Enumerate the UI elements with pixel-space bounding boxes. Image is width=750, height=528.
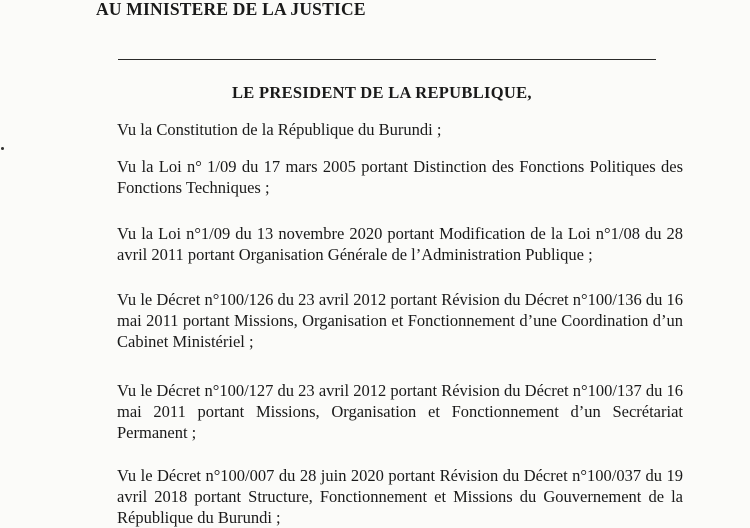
visa-decret-126: Vu le Décret n°100/126 du 23 avril 2012 portant Révision du Décret n°100/136 du 16 mai 2011 portant Missions, Organisation et Fonctionnement d’une Coordination d’un Cabinet Ministériel ; xyxy=(117,290,683,351)
visa-loi-2020: Vu la Loi n°1/09 du 13 novembre 2020 portant Modification de la Loi n°1/08 du 28 avril 2011 portant Organisation Générale de l’Administration Publique ; xyxy=(117,224,683,264)
visa-loi-2005: Vu la Loi n° 1/09 du 17 mars 2005 portant Distinction des Fonctions Politiques des Fonctions Techniques ; xyxy=(117,157,683,197)
visa-decret-127: Vu le Décret n°100/127 du 23 avril 2012 portant Révision du Décret n°100/137 du 16 mai 2011 portant Missions, Organisation et Fonctionnement d’un Secrétariat Permanent ; xyxy=(117,381,683,442)
header-divider xyxy=(118,59,656,60)
scan-speck xyxy=(1,147,4,150)
president-heading: LE PRESIDENT DE LA REPUBLIQUE, xyxy=(232,83,532,102)
document-header-title: AU MINISTERE DE LA JUSTICE xyxy=(96,0,366,19)
visas-list xyxy=(117,119,683,528)
visa-constitution: Vu la Constitution de la République du Burundi ; xyxy=(117,120,442,139)
visa-decret-007: Vu le Décret n°100/007 du 28 juin 2020 portant Révision du Décret n°100/037 du 19 avril 2018 portant Structure, Fonctionnement et Missions du Gouvernement de la République du Burundi ; xyxy=(117,466,683,527)
